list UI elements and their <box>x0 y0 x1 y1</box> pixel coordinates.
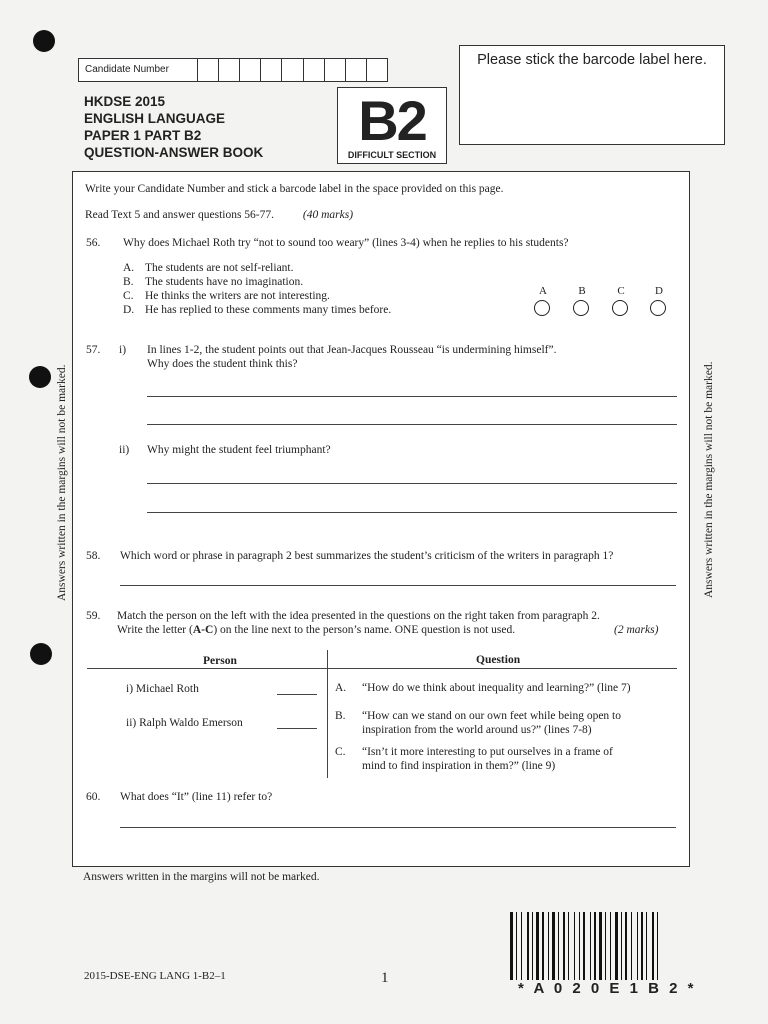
barcode-text: * A 0 2 0 E 1 B 2 * <box>518 980 697 997</box>
candidate-number-box <box>78 58 388 82</box>
barcode-bar <box>599 912 602 980</box>
barcode-bar <box>637 912 638 980</box>
candidate-digit-cell[interactable] <box>367 59 387 81</box>
paper-title <box>84 93 263 161</box>
barcode-bar <box>574 912 575 980</box>
candidate-digit-cell[interactable] <box>240 59 261 81</box>
answer-line[interactable] <box>147 396 677 397</box>
question-marks: (2 marks) <box>614 624 659 636</box>
answer-line[interactable] <box>120 585 676 586</box>
question-number: 60. <box>86 791 101 803</box>
question-number: 56. <box>86 237 101 249</box>
barcode-bar <box>625 912 627 980</box>
question-text: What does “It” (line 11) refer to? <box>120 791 273 803</box>
title-line: ENGLISH LANGUAGE <box>84 111 226 126</box>
barcode-bar <box>532 912 533 980</box>
barcode-bar <box>657 912 658 980</box>
option-letter: B. <box>123 276 134 288</box>
barcode-bar <box>568 912 569 980</box>
bubble-label: B <box>578 285 586 297</box>
option-letter: A. <box>335 682 347 694</box>
barcode-bar <box>610 912 611 980</box>
total-marks: (40 marks) <box>302 209 354 221</box>
barcode-bar <box>563 912 565 980</box>
option-letter: C. <box>123 290 134 302</box>
section-label: DIFFICULT SECTION <box>347 150 437 160</box>
bubble-label: A <box>539 285 547 297</box>
barcode-bar <box>652 912 654 980</box>
question-text: Why might the student feel triumphant? <box>147 444 331 456</box>
barcode-bar <box>621 912 622 980</box>
question-number: 59. <box>86 610 101 622</box>
question-text: Match the person on the left with the idea presented in the questions on the right taken from paragraph 2. <box>117 610 600 622</box>
question-area <box>72 171 690 867</box>
barcode-bar <box>594 912 596 980</box>
candidate-digit-cell[interactable] <box>325 59 346 81</box>
answer-line[interactable] <box>120 827 676 828</box>
barcode-bar <box>536 912 539 980</box>
question-number: 57. <box>86 344 101 356</box>
instruction-read: Read Text 5 and answer questions 56-77. <box>85 209 275 221</box>
question-text: Why does Michael Roth try “not to sound too weary” (lines 3-4) when he replies to his students? <box>123 237 569 249</box>
barcode-bar <box>558 912 559 980</box>
barcode-bar <box>631 912 632 980</box>
title-line: QUESTION-ANSWER BOOK <box>84 145 264 160</box>
answer-bubble-d[interactable] <box>650 300 666 316</box>
margin-note-left: Answers written in the margins will not be marked. <box>56 364 68 601</box>
subquestion-label: i) <box>119 344 127 356</box>
answer-line[interactable] <box>147 512 677 513</box>
option-text: He has replied to these comments many times before. <box>145 304 392 316</box>
bubble-label: D <box>655 285 663 297</box>
candidate-digit-cell[interactable] <box>304 59 325 81</box>
candidate-digit-cell[interactable] <box>261 59 282 81</box>
subquestion-label: ii) <box>119 444 130 456</box>
barcode-graphic <box>508 912 726 982</box>
option-text: The students are not self-reliant. <box>145 262 294 274</box>
title-line: PAPER 1 PART B2 <box>84 128 202 143</box>
option-text: “How can we stand on our own feet while being open to <box>362 710 621 722</box>
answer-line[interactable] <box>147 424 677 425</box>
barcode-bar <box>542 912 544 980</box>
barcode-bar <box>605 912 606 980</box>
barcode-bar <box>516 912 517 980</box>
barcode-bar <box>615 912 618 980</box>
option-text: “How do we think about inequality and learning?” (line 7) <box>362 682 631 694</box>
table-divider <box>327 650 328 778</box>
option-text: He thinks the writers are not interesting. <box>145 290 330 302</box>
option-letter: A. <box>123 262 135 274</box>
answer-bubble-a[interactable] <box>534 300 550 316</box>
table-header-rule <box>87 668 677 669</box>
title-line: HKDSE 2015 <box>84 94 166 109</box>
section-badge <box>337 87 447 164</box>
question-number: 58. <box>86 550 101 562</box>
letter-answer-line[interactable] <box>277 728 317 729</box>
instruction-line <box>85 208 353 222</box>
person-name: i) Michael Roth <box>126 683 199 695</box>
answer-line[interactable] <box>147 483 677 484</box>
candidate-digit-cell[interactable] <box>346 59 367 81</box>
question-text: In lines 1-2, the student points out that Jean-Jacques Rousseau “is undermining himself”. <box>147 344 557 356</box>
column-header-question: Question <box>476 654 521 666</box>
letter-answer-line[interactable] <box>277 694 317 695</box>
punch-hole <box>33 30 55 52</box>
barcode-instruction: Please stick the barcode label here. <box>477 52 707 68</box>
option-text: mind to find inspiration in them?” (line 9) <box>362 760 556 772</box>
column-header-person: Person <box>203 655 237 667</box>
candidate-number-label: Candidate Number <box>79 59 198 81</box>
paper-code: 2015-DSE-ENG LANG 1-B2–1 <box>84 970 226 982</box>
page-number: 1 <box>381 970 389 986</box>
option-letter: B. <box>335 710 346 722</box>
candidate-digit-cell[interactable] <box>282 59 303 81</box>
question-text: Which word or phrase in paragraph 2 best summarizes the student’s criticism of the writers in paragraph 1? <box>120 550 614 562</box>
barcode-label-area[interactable] <box>459 45 725 145</box>
barcode-bar <box>527 912 529 980</box>
option-letter: C. <box>335 746 346 758</box>
barcode-bar <box>510 912 513 980</box>
barcode-bar <box>641 912 643 980</box>
candidate-digit-cell[interactable] <box>198 59 219 81</box>
option-text: The students have no imagination. <box>145 276 304 288</box>
answer-bubble-b[interactable] <box>573 300 589 316</box>
instruction-line: Write your Candidate Number and stick a barcode label in the space provided on this page. <box>85 183 504 195</box>
person-name: ii) Ralph Waldo Emerson <box>126 717 243 729</box>
barcode-bar <box>552 912 555 980</box>
option-letter: D. <box>123 304 135 316</box>
candidate-digit-cell[interactable] <box>219 59 240 81</box>
answer-bubble-c[interactable] <box>612 300 628 316</box>
barcode-bar <box>590 912 591 980</box>
barcode-bar <box>646 912 647 980</box>
margin-note-right: Answers written in the margins will not be marked. <box>703 361 715 598</box>
barcode-bar <box>583 912 585 980</box>
option-text: “Isn’t it more interesting to put ourselves in a frame of <box>362 746 613 758</box>
section-code: B2 <box>358 89 426 152</box>
question-text: Why does the student think this? <box>147 358 298 370</box>
option-text: inspiration from the world around us?” (lines 7-8) <box>362 724 592 736</box>
barcode-bar <box>521 912 522 980</box>
barcode-bar <box>579 912 580 980</box>
margin-warning: Answers written in the margins will not be marked. <box>83 871 320 883</box>
bubble-label: C <box>617 285 625 297</box>
barcode-bar <box>548 912 549 980</box>
punch-hole <box>29 366 51 388</box>
punch-hole <box>30 643 52 665</box>
question-text: Write the letter (A-C) on the line next to the person’s name. ONE question is not used. <box>117 624 516 636</box>
